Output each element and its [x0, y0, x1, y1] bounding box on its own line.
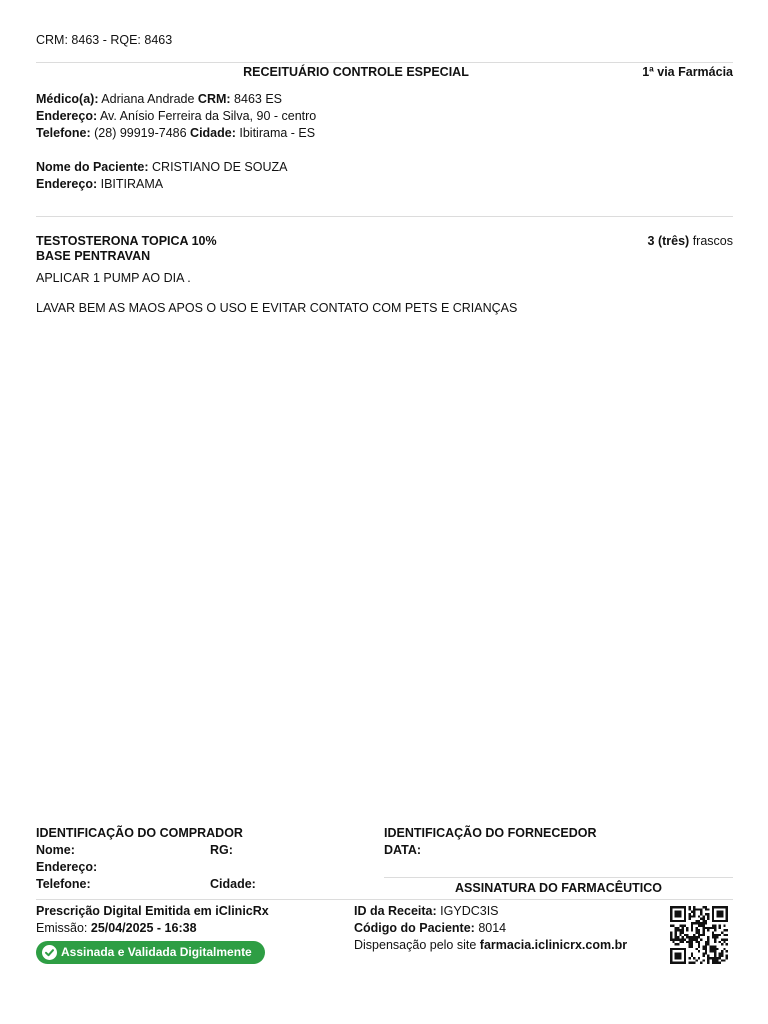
doctor-address-line [36, 108, 316, 125]
prescription-id-line [354, 903, 499, 920]
via-label: 1ª via Farmácia [642, 65, 733, 79]
buyer-name-label: Nome: [36, 843, 75, 857]
badge-label: Assinada e Validada Digitalmente [61, 945, 252, 959]
phone-label: Telefone: [36, 126, 91, 140]
patient-code-line [354, 920, 506, 937]
patient-name-value: CRISTIANO DE SOUZA [152, 160, 288, 174]
supplier-title: IDENTIFICAÇÃO DO FORNECEDOR [384, 826, 597, 840]
prescription-id-label: ID da Receita: [354, 904, 437, 918]
emitted-by: Prescrição Digital Emitida em iClinicRx [36, 904, 269, 918]
buyer-title: IDENTIFICAÇÃO DO COMPRADOR [36, 826, 243, 840]
dispensation-line [354, 937, 627, 954]
supplier-date-label: DATA: [384, 843, 422, 857]
buyer-phone-label: Telefone: [36, 877, 91, 891]
divider-top [36, 62, 733, 63]
doctor-line [36, 91, 282, 108]
city-label: Cidade: [190, 126, 236, 140]
patient-address-label: Endereço: [36, 177, 98, 191]
prescription-id-value: IGYDC3IS [440, 904, 499, 918]
divider-prescription [36, 216, 733, 217]
qr-code-icon[interactable] [668, 906, 730, 964]
drug-quantity [560, 234, 733, 249]
signature-line [384, 877, 733, 878]
patient-name-label: Nome do Paciente: [36, 160, 149, 174]
patient-code-value: 8014 [478, 921, 507, 935]
crm-label: CRM: [197, 92, 231, 106]
crm-value: 8463 ES [234, 92, 283, 106]
quantity-unit: frascos [692, 234, 733, 248]
instruction-dose: APLICAR 1 PUMP AO DIA . [36, 271, 191, 285]
patient-address-line [36, 176, 163, 193]
drug-base: BASE PENTRAVAN [36, 249, 151, 263]
document-title: RECEITUÁRIO CONTROLE ESPECIAL [243, 65, 469, 79]
digital-signature-badge [36, 941, 265, 964]
instruction-care: LAVAR BEM AS MAOS APOS O USO E EVITAR CONTATO COM PETS E CRIANÇAS [36, 301, 518, 315]
pharmacist-signature-label: ASSINATURA DO FARMACÊUTICO [455, 881, 662, 895]
buyer-address-label: Endereço: [36, 860, 98, 874]
doctor-phone-line [36, 125, 315, 142]
medico-label: Médico(a): [36, 92, 99, 106]
city-value: Ibitirama - ES [239, 126, 316, 140]
doctor-address-label: Endereço: [36, 109, 98, 123]
buyer-rg-label: RG: [210, 843, 233, 857]
divider-footer [36, 899, 733, 900]
doctor-address-value: Av. Anísio Ferreira da Silva, 90 - centro [99, 109, 317, 123]
drug-name: TESTOSTERONA TOPICA 10% [36, 234, 217, 248]
dispensation-site-link[interactable]: farmacia.iclinicrx.com.br [479, 938, 628, 952]
check-circle-icon [42, 945, 57, 960]
dispensation-label: Dispensação pelo site [354, 938, 477, 952]
patient-address-value: IBITIRAMA [100, 177, 164, 191]
patient-code-label: Código do Paciente: [354, 921, 475, 935]
quantity-bold: 3 (três) [647, 234, 690, 248]
phone-value: (28) 99919-7486 [94, 126, 187, 140]
crm-rqe-line: CRM: 8463 - RQE: 8463 [36, 33, 173, 47]
buyer-city-label: Cidade: [210, 877, 256, 891]
emission-line [36, 920, 197, 937]
emission-label: Emissão: [36, 921, 88, 935]
emission-value: 25/04/2025 - 16:38 [90, 921, 197, 935]
medico-value: Adriana Andrade [101, 92, 195, 106]
patient-name-line [36, 159, 287, 176]
